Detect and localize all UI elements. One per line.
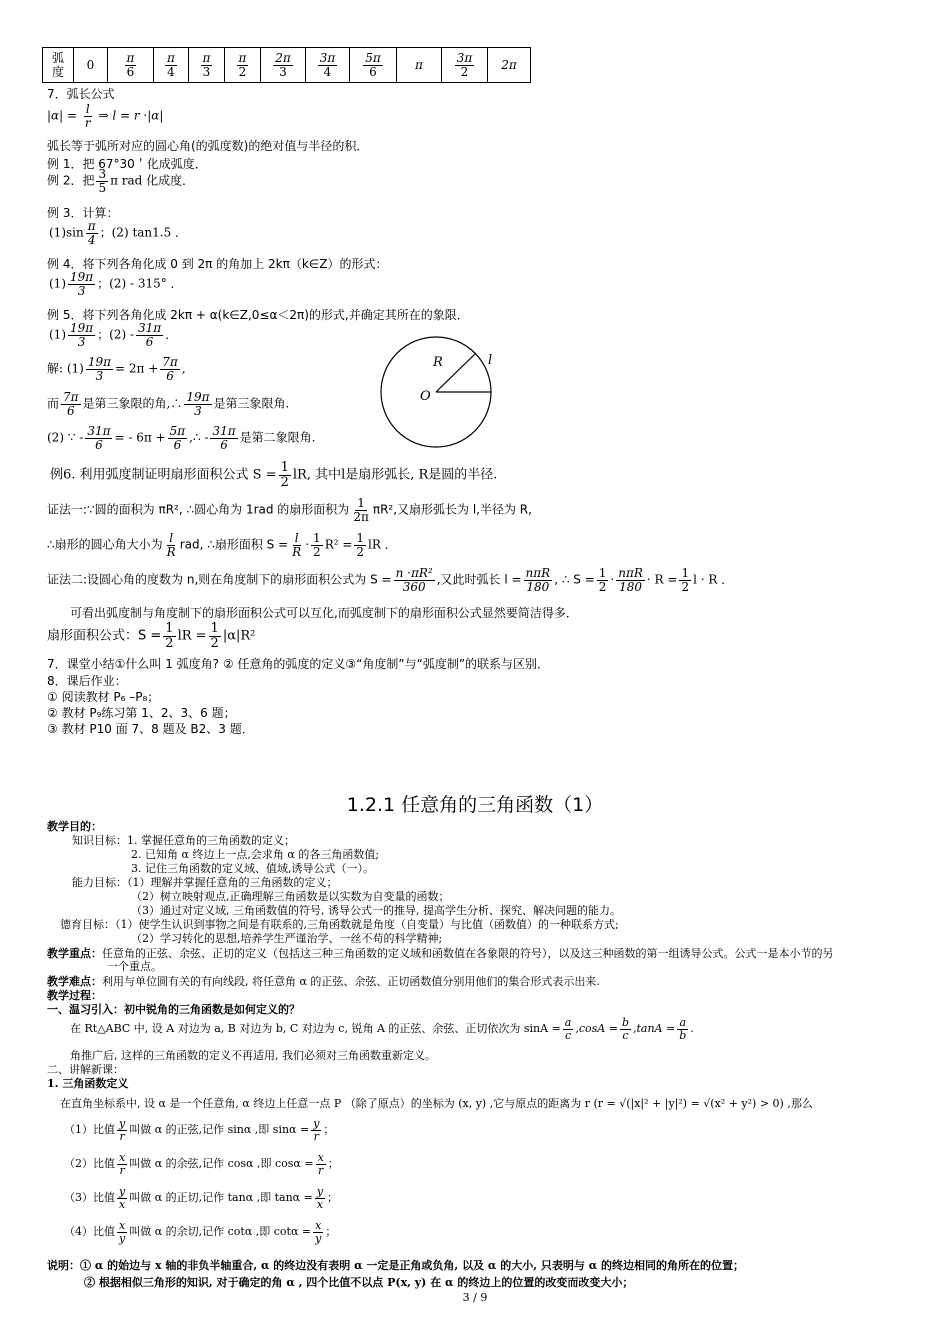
table-cell-fraction: $\frac{5\pi}{6}$ [365,50,381,79]
example-2: 例 2．把 $\frac{3}{5}$ π rad 化成度． [47,167,195,195]
table-cell [74,48,108,83]
goal-ability-1: 能力目标：（1）理解并掌握任意角的三角函数的定义； [72,876,338,889]
new-lesson-heading: 二、讲解新课： [47,1063,124,1076]
table-cell [350,48,397,83]
table-cell-fraction: $\frac{\pi}{2}$ [238,50,247,79]
example-1: 例 1．把 67°30＇化成弧度． [47,157,207,171]
section-7-heading: 7．弧长公式 [47,87,115,101]
table-cell [225,48,261,83]
table-cell [261,48,306,83]
example-6: 例6. 利用弧度制证明扇形面积公式 S = $\frac{1}{2}$ lR, 其中l是扇形弧长, R是圆的半径. [50,460,498,490]
table-cell-fraction: $\frac{\pi}{3}$ [202,50,211,79]
page-number: 3 / 9 [462,1291,488,1304]
goal-moral-2: （2）学习转化的思想,培养学生严谨治学、一丝不苟的科学精神; [131,932,443,945]
example-5-solution-1: 解: (1) $\frac{19\pi}{3}$ = 2π + $\frac{7\pi}{6}$ , [47,355,186,383]
difficult-points: 教学难点：利用与单位圆有关的有向线段, 将任意角 α 的正弦、余弦、正切函数值分别用他们的集合形式表示出来. [47,975,600,988]
table-head-cell [43,48,74,83]
proof-1-line-2: ∴扇形的圆心角大小为 $\frac{l}{R}$ rad, ∴扇形面积 S = $\frac{l}{R}$ · $\frac{1}{2}$ R² = $\frac{1}{2}$ lR ． [47,531,397,559]
example-3-items: (1)sin $\frac{\pi}{4}$ ；(2) tan1.5 ． [49,219,188,247]
key-points-cont: 一个重点。 [107,960,162,973]
example-3: 例 3．计算： [47,206,119,220]
goal-knowledge-1: 知识目标：1. 掌握任意角的三角函数的定义； [72,834,295,847]
example-5-solution-2: 而 $\frac{7\pi}{6}$ 是第三象限的角,∴ $\frac{19\pi}{3}$ 是第三象限角. [47,390,290,418]
sector-diagram [375,332,515,452]
formula-lhs: |α| = [47,108,78,123]
goal-knowledge-2: 2. 已知角 α 终边上一点,会求角 α 的各三角函数值; [131,848,380,861]
process-heading: 教学过程： [47,989,102,1002]
example-5: 例 5．将下列各角化成 2kπ + α(k∈Z,0≤α＜2π)的形式,并确定其所在的象限． [47,308,469,322]
key-points: 教学重点：任意角的正弦、余弦、正切的定义（包括这三种三角函数的定义域和函数值在各象限的符号），以及这三种函数的第一组诱导公式。公式一是本小节的另 [47,947,834,960]
example-5-items: (1) $\frac{19\pi}{3}$ ；(2) - $\frac{31\pi}{6}$ ． [49,321,178,349]
table-cell [154,48,189,83]
definition-paragraph: 在直角坐标系中, 设 α 是一个任意角, α 终边上任意一点 P （除了原点）的坐标为 (x, y) ,它与原点的距离为 r (r = √(|x|² + |y|²) = √(x² + y²) > 0) ,那么 [60,1097,813,1110]
definition-sin: （1）比值 $\frac{y}{r}$ 叫做 α 的正弦,记作 sinα ,即 sinα = $\frac{y}{r}$ ； [64,1117,335,1143]
example-5-solution-3: (2) ∵ - $\frac{31\pi}{6}$ = - 6π + $\frac{5\pi}{6}$ ,∴ - $\frac{31\pi}{6}$ 是第二象限角. [47,424,316,452]
label-O: O [420,389,431,404]
sector-area-formula: 扇形面积公式：S = $\frac{1}{2}$ lR = $\frac{1}{2}$ |α|R² [47,621,256,651]
example-4-items: (1) $\frac{19\pi}{3}$ ；(2) - 315° ． [49,270,183,298]
table-cell-value: π [415,58,423,72]
goals-heading: 教学目的： [47,820,102,833]
proof-2: 证法二:设圆心角的度数为 n,则在角度制下的扇形面积公式为 S = $\frac{\text{n ·πR²}}{360}$ ,又此时弧长 l = $\frac{\text{nπR}}{180}$ , ∴ S = $\frac{1}{2}$ · $\frac{\text{nπR}}{180}$ · R = $\frac{1}{2}$ l · R ． [47,566,734,594]
homework-item-2: ② 教材 P₉练习第 1、2、3、6 题； [47,706,236,720]
formula-rhs: ⇒ l = r ·|α| [98,108,164,123]
table-cell [189,48,225,83]
table-cell-fraction: $\frac{3\pi}{2}$ [456,50,473,79]
note-1: 说明：① α 的始边与 x 轴的非负半轴重合, α 的终边没有表明 α 一定是正角或负角, 以及 α 的大小, 只表明与 α 的终边相同的角所在的位置； [47,1259,744,1272]
goal-ability-3: （3）通过对定义域, 三角函数值的符号, 诱导公式一的推导, 提高学生分析、探究、解决问题的能力。 [131,904,621,917]
definition-cos: （2）比值 $\frac{x}{r}$ 叫做 α 的余弦,记作 cosα ,即 cosα = $\frac{x}{r}$ ； [64,1151,339,1177]
table-head: 弧度 [51,51,64,79]
homework-heading: 8．课后作业： [47,674,127,688]
table-cell-fraction: $\frac{\pi}{6}$ [126,50,135,79]
table-cell [488,48,531,83]
table-cell-value: 0 [86,58,95,72]
table-cell-fraction: $\frac{2\pi}{3}$ [275,50,291,79]
section-title: 1.2.1 任意角的三角函数（1） [346,794,604,816]
arc-length-desc: 弧长等于弧所对应的圆心角(的弧度数)的绝对值与半径的积． [47,139,369,153]
label-l: l [488,353,493,368]
review-text-2: 角推广后, 这样的三角函数的定义不再适用, 我们必须对三角函数重新定义。 [70,1049,436,1062]
homework-item-3: ③ 教材 P10 面 7、8 题及 B2、3 题． [47,722,254,736]
arc-length-formula [47,103,163,129]
table-cell [306,48,350,83]
note-2: ② 根据相似三角形的知识, 对于确定的角 α , 四个比值不以点 P(x, y) 在 α 的终边上的位置的改变而改变大小； [84,1276,634,1289]
example-4: 例 4．将下列各角化成 0 到 2π 的角加上 2kπ（k∈Z）的形式： [47,257,388,271]
table-cell-fraction: $\frac{\pi}{4}$ [167,50,175,79]
review-heading: 一、温习引入：初中锐角的三角函数是如何定义的？ [47,1003,300,1016]
label-R: R [433,355,443,370]
summary: 7．课堂小结①什么叫 1 弧度角? ② 任意角的弧度的定义③“角度制”与“弧度制”的联系与区别． [47,657,550,671]
goal-knowledge-3: 3. 记住三角函数的定义域、值域,诱导公式（一）。 [131,862,374,875]
definition-heading: 1. 三角函数定义 [47,1077,129,1090]
radian-table [42,47,531,83]
table-cell-fraction: $\frac{3\pi}{4}$ [319,50,336,79]
homework-item-1: ① 阅读教材 P₆ –P₈； [47,690,160,704]
remark: 可看出弧度制与角度制下的扇形面积公式可以互化,而弧度制下的扇形面积公式显然要简洁得多． [70,606,578,620]
review-text: 在 Rt△ABC 中, 设 A 对边为 a, B 对边为 b, C 对边为 c, 锐角 A 的正弦、余弦、正切依次为 sinA = $\frac{a}{c}$ ,cosA = $\frac{b}{c}$ ,tanA = $\frac{a}{b}$ . [70,1016,694,1042]
proof-1-line-1: 证法一:∵圆的面积为 πR², ∴圆心角为 1rad 的扇形面积为 $\frac{1}{2\pi}$ πR²,又扇形弧长为 l,半径为 R, [47,496,532,524]
table-cell [108,48,154,83]
table-cell-value: 2π [501,58,517,72]
formula-fraction: $\frac{l}{r}$ [84,102,91,130]
definition-tan: （3）比值 $\frac{y}{x}$ 叫做 α 的正切,记作 tanα ,即 tanα = $\frac{y}{x}$ ； [64,1185,339,1211]
table-cell [442,48,488,83]
goal-ability-2: （2）树立映射观点,正确理解三角函数是以实数为自变量的函数； [131,890,450,903]
table-cell [397,48,442,83]
definition-cot: （4）比值 $\frac{x}{y}$ 叫做 α 的余切,记作 cotα ,即 cotα = $\frac{x}{y}$ ； [64,1219,337,1245]
goal-moral-1: 德育目标：（1）使学生认识到事物之间是有联系的,三角函数就是角度（自变量）与比值（函数值）的一种联系方式; [60,918,619,931]
